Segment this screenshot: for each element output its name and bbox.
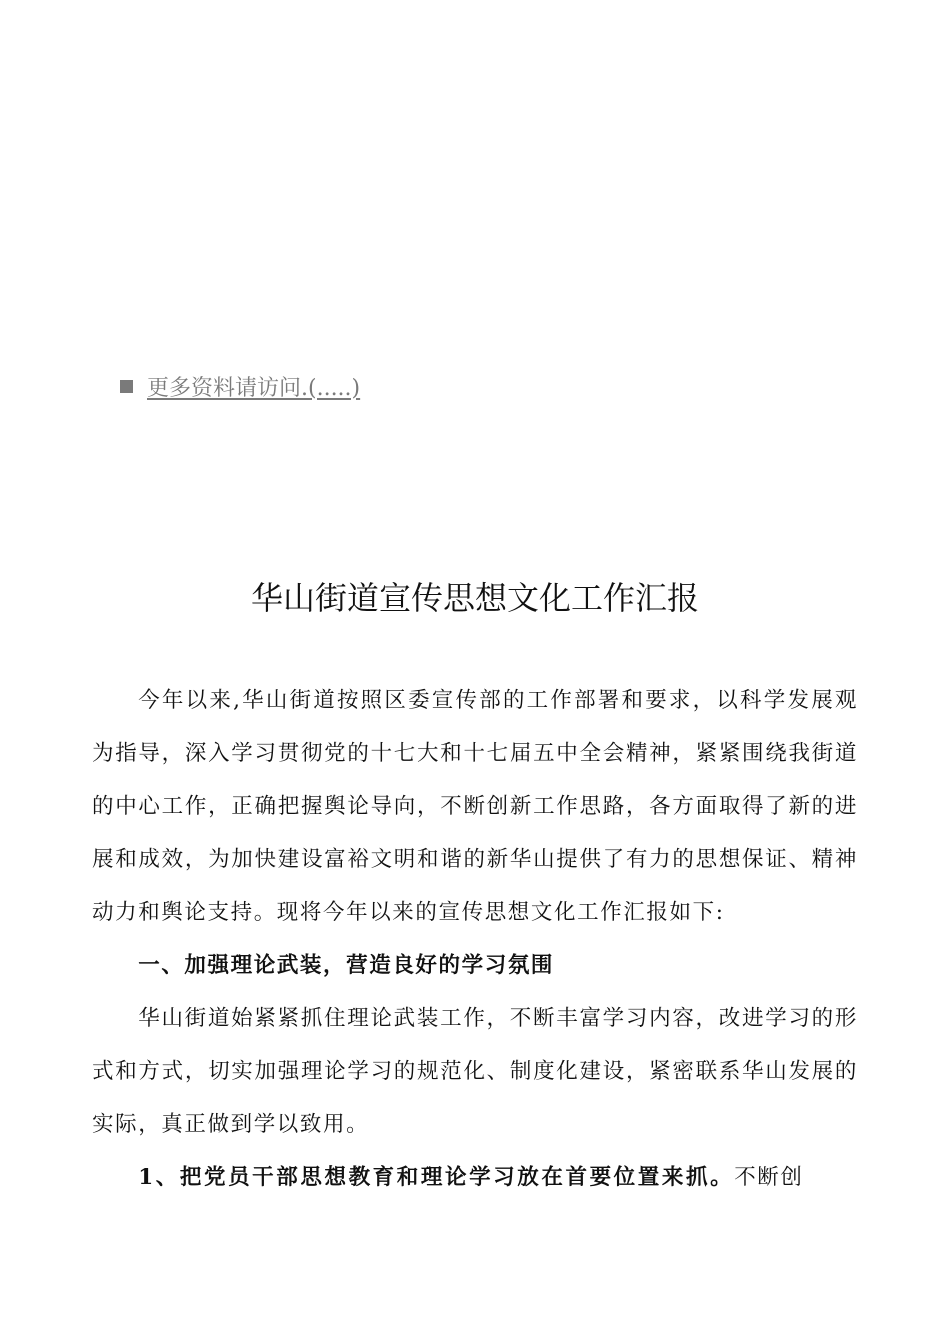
document-title: 华山街道宣传思想文化工作汇报 — [250, 579, 699, 617]
more-info-link-row — [120, 370, 360, 402]
document-body — [92, 674, 858, 1204]
more-info-link[interactable]: 更多资料请访问.(.....) — [147, 375, 361, 401]
sub-heading-continuation: 不断创 — [734, 1165, 804, 1190]
square-bullet-icon — [120, 380, 133, 393]
section-1-paragraph: 华山街道始紧紧抓住理论武装工作，不断丰富学习内容，改进学习的形式和方式，切实加强理论学习的规范化、制度化建设，紧密联系华山发展的实际，真正做到学以致用。 — [92, 1006, 858, 1137]
intro-paragraph: 今年以来,华山街道按照区委宣传部的工作部署和要求，以科学发展观为指导，深入学习贯彻党的十七大和十七届五中全会精神，紧紧围绕我街道的中心工作，正确把握舆论导向，不断创新工作思路，各方面取得了新的进展和成效，为加快建设富裕文明和谐的新华山提供了有力的思想保证、精神动力和舆论支持。现将今年以来的宣传思想文化工作汇报如下: — [92, 688, 858, 925]
sub-heading-paragraph — [92, 1151, 858, 1204]
sub-heading-1: 1、把党员干部思想教育和理论学习放在首要位置来抓。 — [138, 1165, 735, 1190]
section-heading-1: 一、加强理论武装，营造良好的学习氛围 — [138, 953, 555, 978]
